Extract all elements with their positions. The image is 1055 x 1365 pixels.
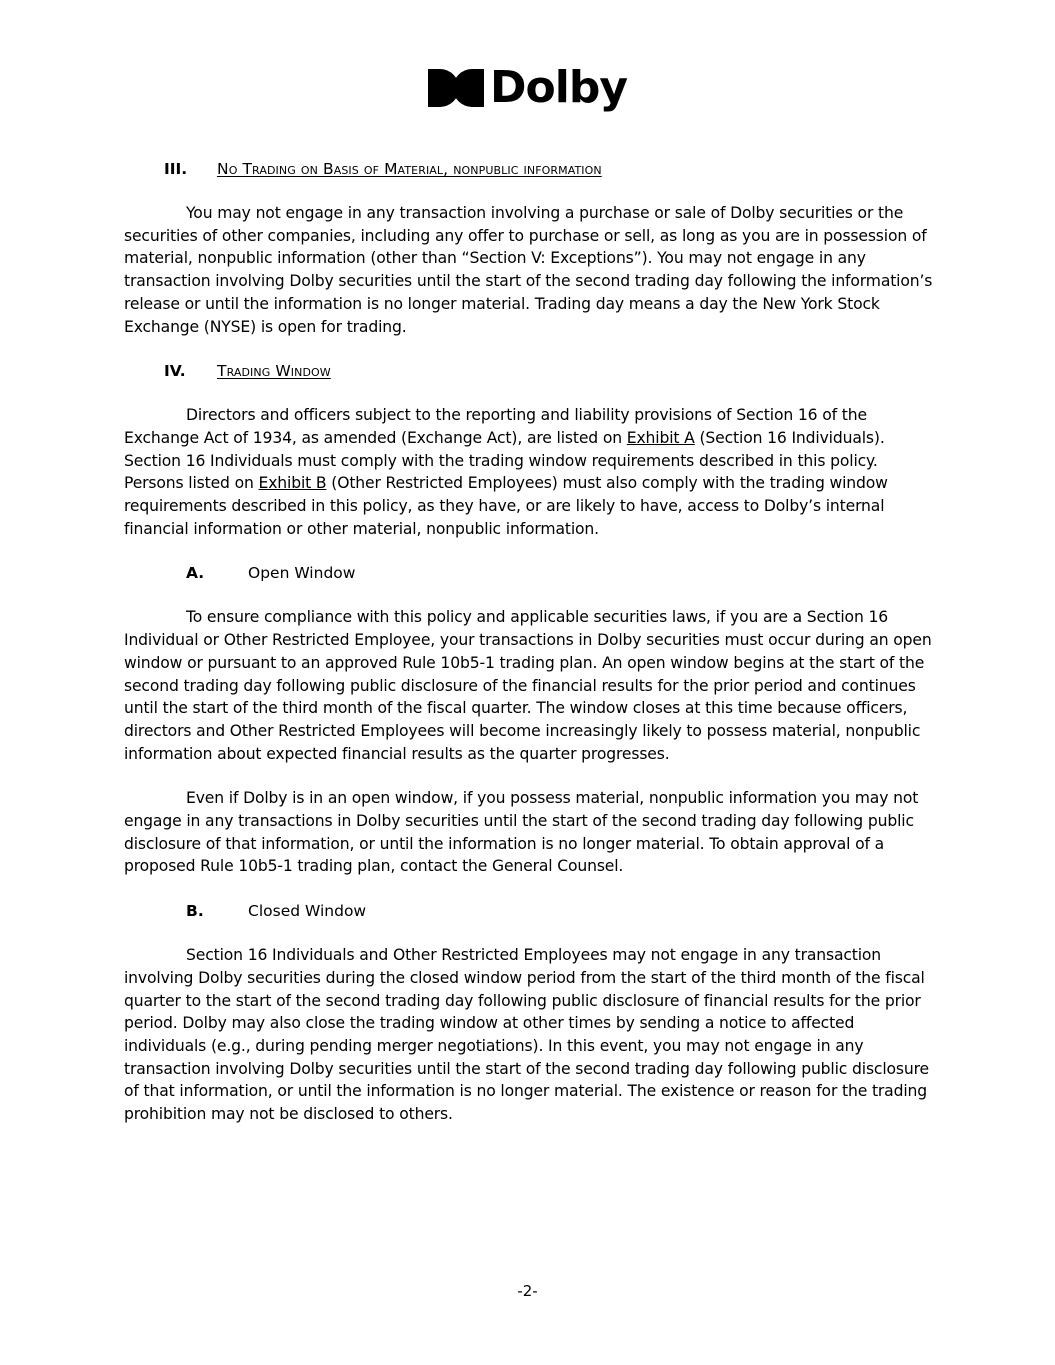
- section-heading-iii: [164, 158, 936, 180]
- text-run: Directors and officers subject to the reporting and liability provisions of Section 16 of the Exchange Act of 1934, as amended (Exchange Act), are listed on: [124, 406, 867, 447]
- subsection-heading-a: [186, 562, 936, 584]
- subsection-title: Closed Window: [248, 902, 367, 921]
- section-title: No Trading on Basis of Material, nonpublic information: [217, 160, 602, 178]
- section-number: IV.: [164, 362, 186, 381]
- paragraph: You may not engage in any transaction involving a purchase or sale of Dolby securities or the securities of other companies, including any offer to purchase or sell, as long as you are in possession of material, nonpublic information (other than “Section V: Exceptions”). You may not engage in any transaction involving Dolby securities until the start of the second trading day following the information’s release or until the information is no longer material. Trading day means a day the New York Stock Exchange (NYSE) is open for trading.: [124, 204, 933, 336]
- text-run: (Section 16 Individuals). Section 16 Individuals must comply with the trading window requirements described in this policy. Persons listed on: [124, 428, 885, 493]
- section-number: III.: [164, 160, 188, 178]
- subsection-heading-b: [186, 900, 936, 922]
- paragraph: [124, 404, 936, 540]
- page-number: -2-: [517, 1282, 538, 1300]
- dolby-logo: [428, 60, 627, 116]
- document-body: [124, 158, 936, 1126]
- section-title: Trading Window: [217, 362, 331, 381]
- subsection-number: B.: [186, 902, 204, 921]
- dolby-logo-text: Dolby: [490, 62, 628, 113]
- dolby-double-d-icon: [428, 69, 484, 107]
- subsection-number: A.: [186, 564, 205, 583]
- paragraph: Even if Dolby is in an open window, if you possess material, nonpublic information you may not engage in any transactions in Dolby securities until the start of the second trading day following public disclosure of that information, or until the information is no longer material. To obtain approval of a proposed Rule 10b5-1 trading plan, contact the General Counsel.: [124, 789, 919, 876]
- paragraph: Section 16 Individuals and Other Restricted Employees may not engage in any transaction involving Dolby securities during the closed window period from the start of the third month of the fiscal quarter to the start of the second trading day following public disclosure of financial results for the prior period. Dolby may also close the trading window at other times by sending a notice to affected individuals (e.g., during pending merger negotiations). In this event, you may not engage in any transaction involving Dolby securities until the start of the second trading day following public disclosure of that information, or until the information is no longer material. The existence or reason for the trading prohibition may not be disclosed to others.: [124, 946, 929, 1124]
- section-heading-iv: [164, 360, 936, 382]
- subsection-title: Open Window: [248, 564, 356, 583]
- text-run: (Other Restricted Employees) must also comply with the trading window requirements described in this policy, as they have, or are likely to have, access to Dolby’s internal financial information or other material, nonpublic information.: [124, 474, 888, 538]
- exhibit-b-link[interactable]: Exhibit B: [258, 474, 327, 493]
- exhibit-a-link[interactable]: Exhibit A: [626, 428, 695, 447]
- paragraph: To ensure compliance with this policy and applicable securities laws, if you are a Section 16 Individual or Other Restricted Employee, your transactions in Dolby securities must occur during an open window or pursuant to an approved Rule 10b5-1 trading plan. An open window begins at the start of the second trading day following public disclosure of the financial results for the prior period and continues until the start of the third month of the fiscal quarter. The window closes at this time because officers, directors and Other Restricted Employees will become increasingly likely to possess material, nonpublic information about expected financial results as the quarter progresses.: [124, 608, 932, 763]
